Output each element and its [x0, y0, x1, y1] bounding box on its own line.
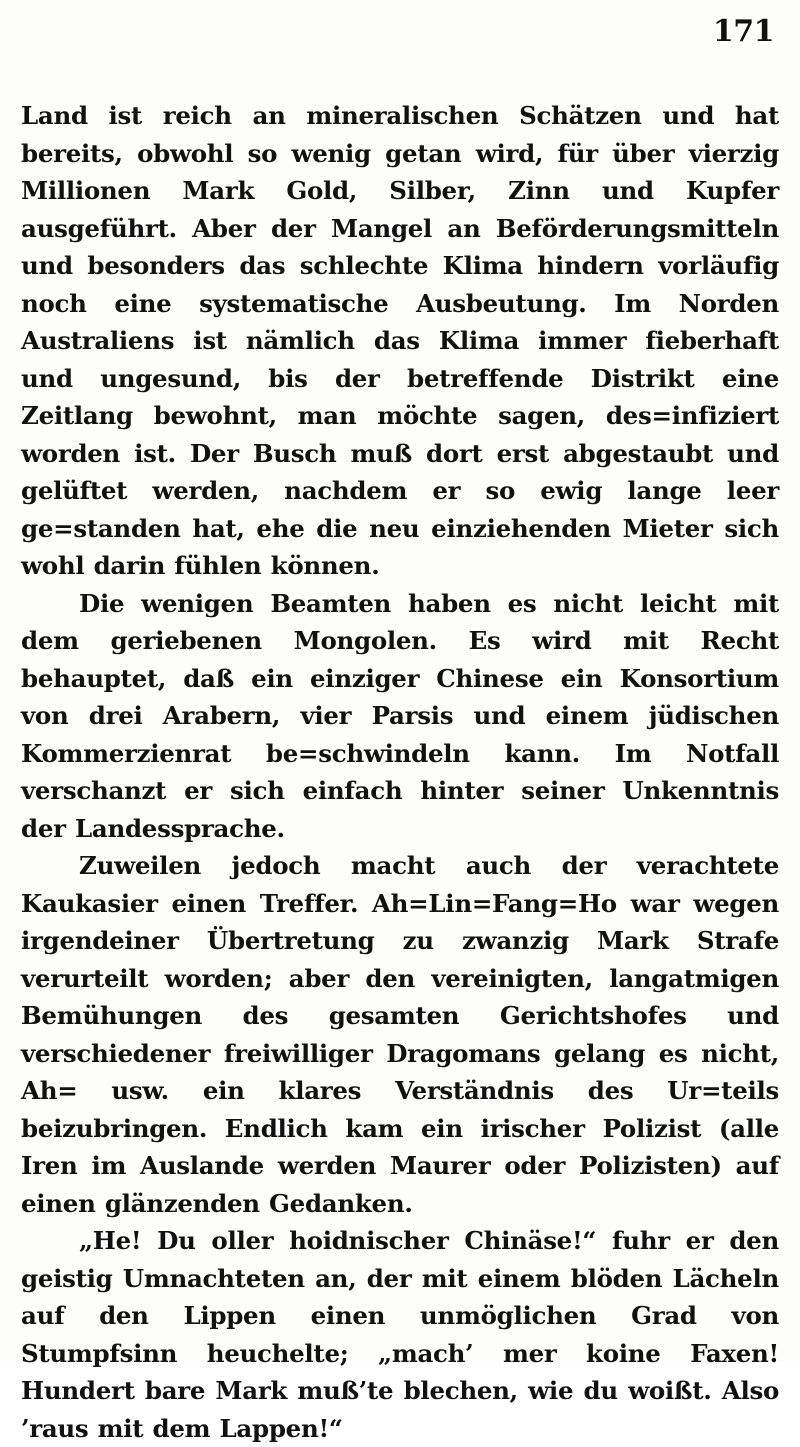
paragraph: Die wenigen Beamten haben es nicht leicht mit dem geriebenen Mongolen. Es wird mit Recht behauptet, daß ein einziger Chinese ein Konsortium von drei Arabern, vier Parsis und einem jüdischen Kommerzienrat be=schwindeln kann. Im Notfall verschanzt er sich einfach hinter seiner Unkenntnis der Landessprache.	[21, 588, 779, 843]
body-text	[21, 97, 779, 1447]
page-number: 171	[712, 14, 774, 49]
paragraph: Zuweilen jedoch macht auch der verachtete Kaukasier einen Treffer. Ah=Lin=Fang=Ho war wegen irgendeiner Übertretung zu zwanzig Mark Strafe verurteilt worden; aber den vereinigten, langatmigen Bemühungen des gesamten Gerichtshofes und verschiedener freiwilliger Dragomans gelang es nicht, Ah= usw. ein klares Verständnis des Ur=teils beizubringen. Endlich kam ein irischer Polizist (alle Iren im Auslande werden Maurer oder Polizisten) auf einen glänzenden Gedanken.	[21, 851, 779, 1218]
paragraph: Land ist reich an mineralischen Schätzen und hat bereits, obwohl so wenig getan wird, für über vierzig Millionen Mark Gold, Silber, Zinn und Kupfer ausgeführt. Aber der Mangel an Beförderungsmitteln und besonders das schlechte Klima hindern vorläufig noch eine systematische Ausbeutung. Im Norden Australiens ist nämlich das Klima immer fieberhaft und ungesund, bis der betreffende Distrikt eine Zeitlang bewohnt, man möchte sagen, des=infiziert worden ist. Der Busch muß dort erst abgestaubt und gelüftet werden, nachdem er so ewig lange leer ge=standen hat, ehe die neu einziehenden Mieter sich wohl darin fühlen können.	[21, 101, 779, 580]
paragraph: „He! Du oller hoidnischer Chinäse!“ fuhr er den geistig Umnachteten an, der mit einem blöden Lächeln auf den Lippen einen unmöglichen Grad von Stumpfsinn heuchelte; „mach’ mer koine Faxen! Hundert bare Mark muß’te blechen, wie du woißt. Also ’raus mit dem Lappen!“	[21, 1226, 779, 1443]
